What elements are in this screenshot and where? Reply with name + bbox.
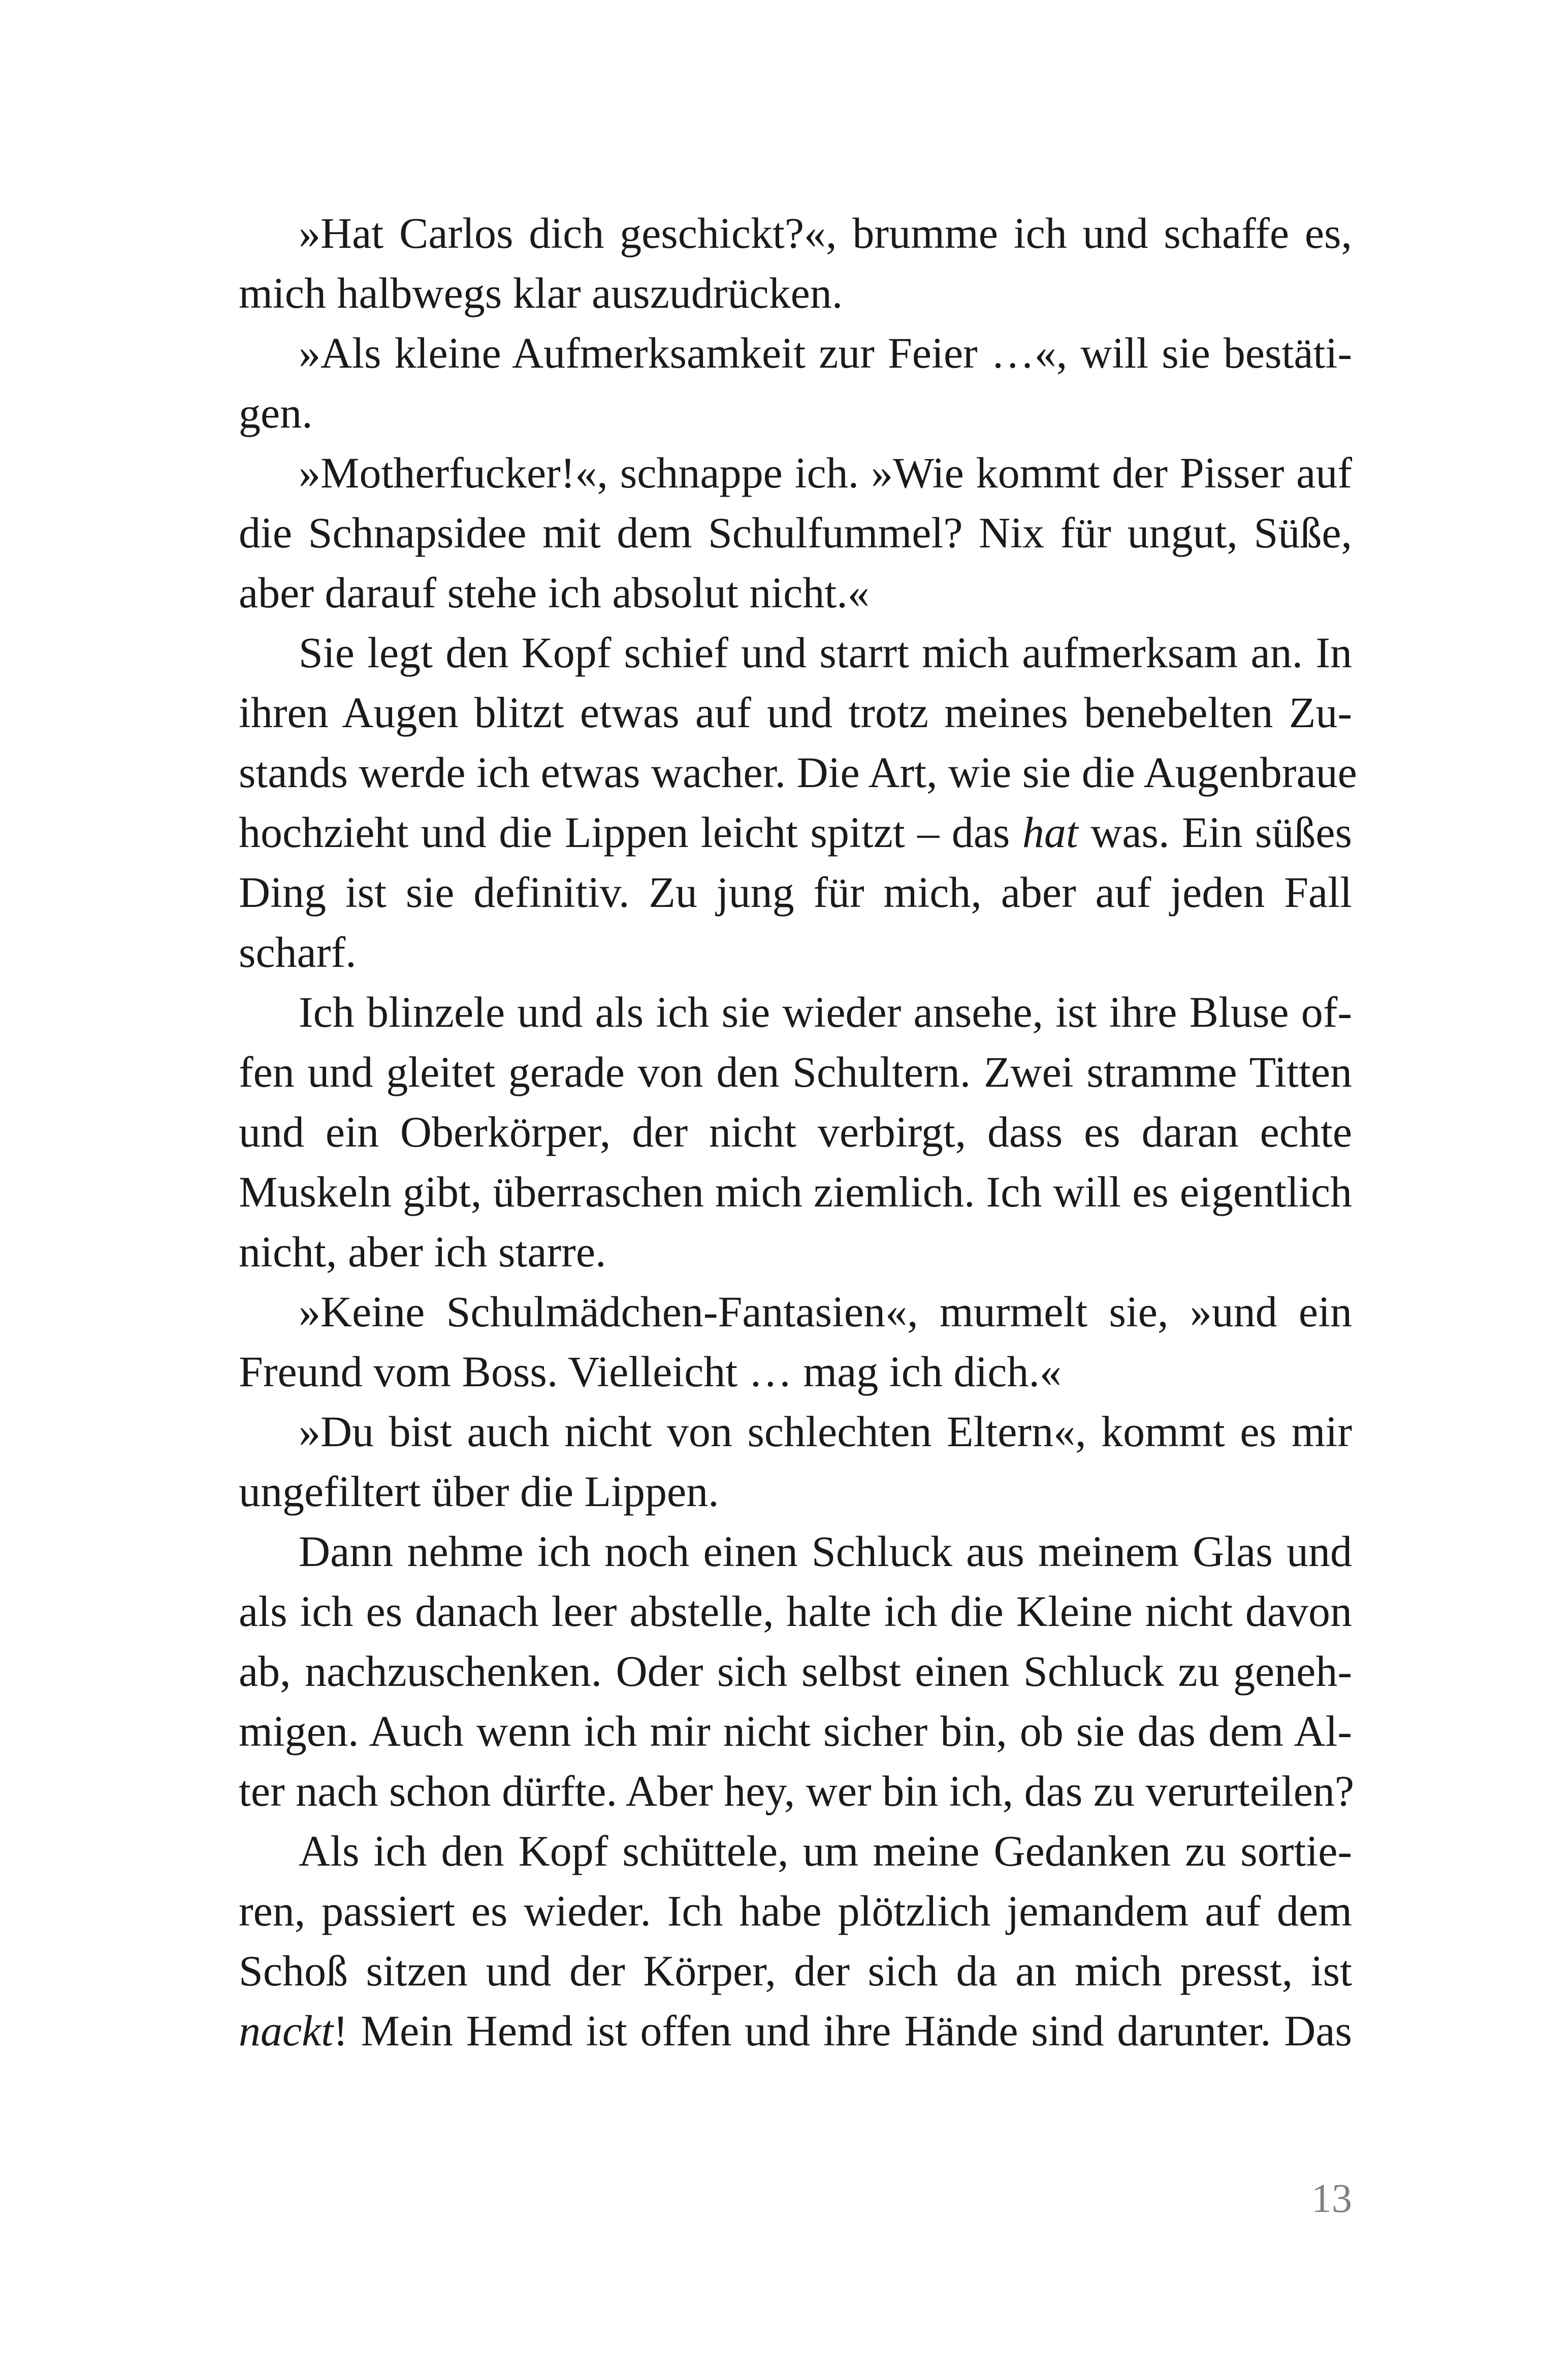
page-number: 13 <box>1311 2176 1352 2221</box>
text-line: »Du bist auch nicht von schlechten Eltern«, kommt es mir <box>299 1407 1352 1456</box>
text-line: Dann nehme ich noch einen Schluck aus meinem Glas und <box>299 1527 1352 1576</box>
text-line: nicht, aber ich starre. <box>239 1227 606 1276</box>
text-run: ! Mein Hemd ist offen und ihre Hände sind darunter. Das <box>333 2006 1352 2055</box>
text-line <box>239 802 1352 862</box>
text-line: »Motherfucker!«, schnappe ich. »Wie kommt der Pisser auf <box>299 448 1352 497</box>
text-line: ab, nachzuschenken. Oder sich selbst einen Schluck zu geneh- <box>239 1647 1352 1696</box>
text-line: Ding ist sie definitiv. Zu jung für mich, aber auf jeden Fall <box>239 868 1352 917</box>
text-line: Als ich den Kopf schüttele, um meine Gedanken zu sortie- <box>299 1827 1352 1875</box>
text-line: »Keine Schulmädchen-Fantasien«, murmelt sie, »und ein <box>299 1287 1352 1336</box>
text-line: ihren Augen blitzt etwas auf und trotz meines benebelten Zu- <box>239 688 1352 737</box>
text-line: aber darauf stehe ich absolut nicht.« <box>239 568 870 617</box>
emphasis-text: nackt <box>239 2006 334 2055</box>
text-line <box>239 2001 1352 2061</box>
text-line: gen. <box>239 388 313 437</box>
text-line: als ich es danach leer abstelle, halte ich die Kleine nicht davon <box>239 1587 1352 1636</box>
text-line: »Hat Carlos dich geschickt?«, brumme ich und schaffe es, <box>299 209 1352 257</box>
text-line: ter nach schon dürfte. Aber hey, wer bin ich, das zu verurteilen? <box>239 1767 1355 1815</box>
text-line: Freund vom Boss. Vielleicht … mag ich dich.« <box>239 1347 1062 1396</box>
text-line: mich halbwegs klar auszudrücken. <box>239 269 843 317</box>
text-line: migen. Auch wenn ich mir nicht sicher bin, ob sie das dem Al- <box>239 1707 1352 1755</box>
text-line: Sie legt den Kopf schief und starrt mich aufmerksam an. In <box>299 628 1352 677</box>
emphasis-text: hat <box>1022 808 1078 857</box>
text-line: ren, passiert es wieder. Ich habe plötzlich jemandem auf dem <box>239 1886 1352 1935</box>
text-line: Schoß sitzen und der Körper, der sich da an mich presst, ist <box>239 1946 1352 1995</box>
text-line: Ich blinzele und als ich sie wieder ansehe, ist ihre Bluse of- <box>299 988 1352 1036</box>
text-line: scharf. <box>239 928 357 976</box>
text-line: die Schnapsidee mit dem Schulfummel? Nix für ungut, Süße, <box>239 508 1352 557</box>
text-run: hochzieht und die Lippen leicht spitzt – das <box>239 808 1022 857</box>
text-line: Muskeln gibt, überraschen mich ziemlich. Ich will es eigentlich <box>239 1167 1352 1216</box>
text-line: fen und gleitet gerade von den Schultern. Zwei stramme Titten <box>239 1048 1352 1096</box>
text-line: stands werde ich etwas wacher. Die Art, wie sie die Augenbraue <box>239 748 1357 797</box>
text-line: ungefiltert über die Lippen. <box>239 1467 719 1516</box>
text-run: was. Ein süßes <box>1078 808 1352 857</box>
body-text <box>239 203 1357 2061</box>
text-line: und ein Oberkörper, der nicht verbirgt, dass es daran echte <box>239 1107 1352 1156</box>
text-line: »Als kleine Aufmerksamkeit zur Feier …«, will sie bestäti- <box>299 329 1352 377</box>
